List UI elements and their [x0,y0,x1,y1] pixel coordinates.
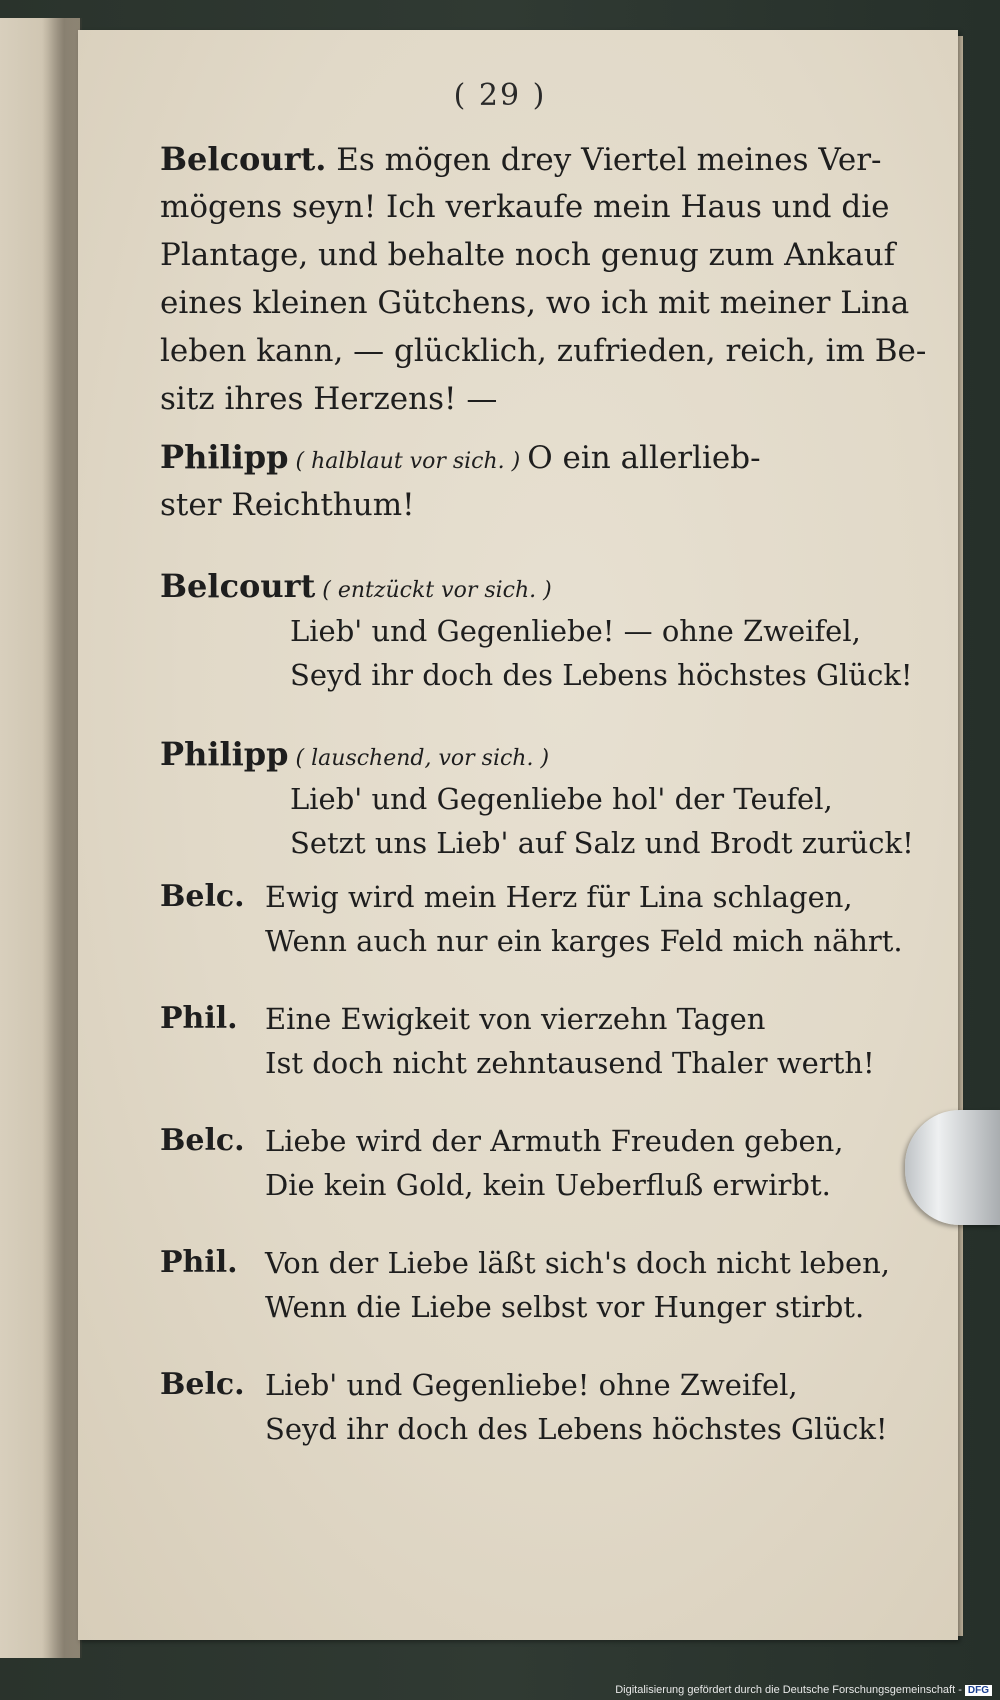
verse-line: Liebe wird der Armuth Freuden geben, [265,1124,844,1158]
verse-heading [160,731,860,777]
dialog-stanza [160,1119,860,1207]
dialog-stanza [160,1363,888,1451]
text-line [160,433,860,481]
verse-line: Setzt uns Lieb' auf Salz und Brodt zurück! [290,826,914,860]
speaker-abbrev: Phil. [160,1245,238,1280]
verse-belcourt [160,563,913,697]
stage-direction: ( lauschend, vor sich. ) [288,746,550,771]
verse-line: Seyd ihr doch des Lebens höchstes Glück! [290,658,913,692]
verse-philipp [160,731,914,865]
verse-line: Ewig wird mein Herz für Lina schlagen, [265,880,853,914]
verse-line: Die kein Gold, kein Ueberfluß erwirbt. [265,1168,831,1202]
stanza-lines [265,1119,860,1207]
verse-line: Wenn die Liebe selbst vor Hunger stirbt. [265,1290,865,1324]
text-line: sitz ihres Herzens! — [160,381,498,417]
stage-direction: ( entzückt vor sich. ) [315,578,552,603]
line-text: Es mögen drey Viertel meines Ver- [326,142,882,178]
verse-line: Wenn auch nur ein karges Feld mich nährt. [265,924,903,958]
dialog-stanza [160,997,875,1085]
text-line: leben kann, — glücklich, zufrieden, reich, im Be- [160,333,927,369]
verse-line: Eine Ewigkeit von vierzehn Tagen [265,1002,766,1036]
book-gutter [42,18,82,1658]
page-text [160,135,927,1451]
speaker-name: Philipp [160,438,289,476]
paragraph-philipp [160,433,860,529]
page-clip [905,1110,1000,1225]
speaker-abbrev: Belc. [160,1367,245,1402]
stanza-lines [265,1241,890,1329]
speaker-name: Belcourt [160,567,316,605]
digitization-credit [615,1684,992,1696]
verse-line: Ist doch nicht zehntausend Thaler werth! [265,1046,875,1080]
verse-line: Lieb' und Gegenliebe! — ohne Zweifel, [290,614,861,648]
speaker-name: Philipp [160,735,289,773]
verse-line: Von der Liebe läßt sich's doch nicht leben, [265,1246,891,1280]
page-number: ( 29 ) [453,78,547,113]
speaker-name: Belcourt. [160,140,327,178]
verse-heading [160,563,860,609]
speaker-abbrev: Phil. [160,1001,238,1036]
verse-line: Lieb' und Gegenliebe hol' der Teufel, [290,782,833,816]
stanza-lines [265,1363,888,1451]
stanza-lines [265,875,903,963]
stanza-lines [265,997,875,1085]
text-line: ster Reichthum! [160,487,415,523]
dialog-stanza [160,875,903,963]
text-line [160,135,882,183]
text-line: Plantage, und behalte noch genug zum Ankauf [160,237,896,273]
text-line: eines kleinen Gütchens, wo ich mit meiner Lina [160,285,910,321]
speaker-abbrev: Belc. [160,1123,245,1158]
stage-direction: ( halblaut vor sich. ) [288,449,528,474]
text-line: mögens seyn! Ich verkaufe mein Haus und die [160,189,890,225]
verse-line: Lieb' und Gegenliebe! ohne Zweifel, [265,1368,798,1402]
dialog-stanza [160,1241,891,1329]
line-text: O ein allerlieb- [527,440,761,476]
verse-line: Seyd ihr doch des Lebens höchstes Glück! [265,1412,888,1446]
credit-text: Digitalisierung gefördert durch die Deutsche Forschungsgemeinschaft - [615,1684,962,1696]
speaker-abbrev: Belc. [160,879,245,914]
paragraph-belcourt [160,135,927,423]
dfg-logo: DFG [965,1685,992,1696]
